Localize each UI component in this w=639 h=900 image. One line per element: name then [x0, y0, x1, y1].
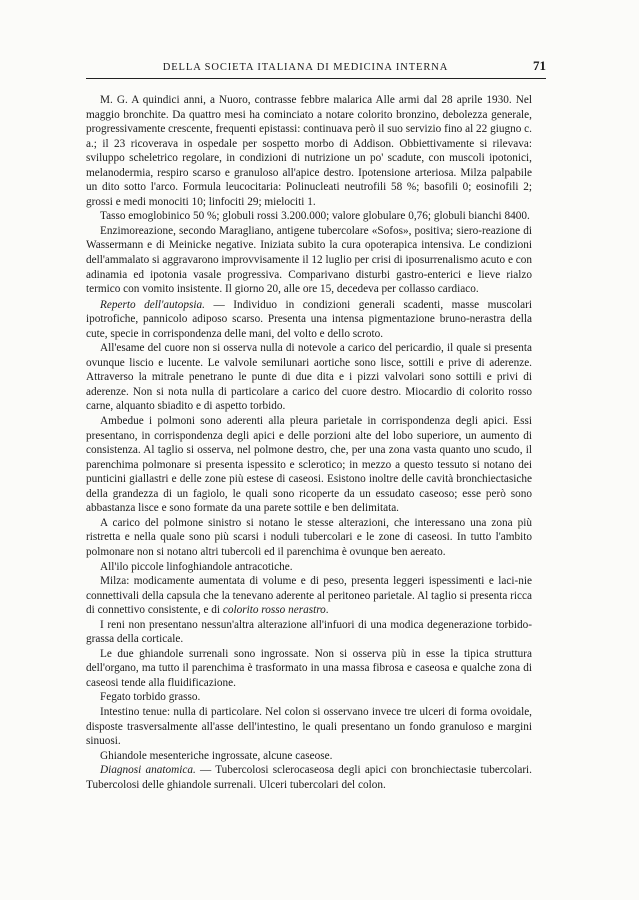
- diagnosis-heading: Diagnosi anatomica.: [100, 764, 196, 777]
- paragraph-mesenteric: Ghiandole mesenteriche ingrossate, alcune caseose.: [100, 749, 333, 762]
- paragraph-left-lung: A carico del polmone sinistro si notano le stesse alterazioni, che interessano una zona più ristretta e nella quale sono più scarsi i noduli tubercolari e le zone di caseosi. In tutto l'ambito polmonare non si notano altri tubercoli ed il parenchima è ovunque ben aereato.: [86, 516, 532, 558]
- paragraph-liver: Fegato torbido grasso.: [100, 691, 201, 704]
- autopsy-report-heading: Reperto dell'autopsia.: [100, 298, 205, 311]
- paragraph-adrenals: Le due ghiandole surrenali sono ingrossate. Non si osserva più in esse la tipica struttura dell'organo, ma tutto il parenchima è trasformato in una massa fibrosa e caseosa e qualche zona di caseosi tende alla fluidificazione.: [86, 647, 532, 689]
- paragraph-heart: All'esame del cuore non si osserva nulla di notevole a carico del pericardio, il quale si presenta ovunque liscio e lucente. Le valvole semilunari aortiche sono lisce, sottili e prive di aderenze. Attraverso la mitrale penetrano le punte di due dita e i pizzi valvolari sono sottili e privi di aderenze. Non si nota nulla di particolare a carico del cuore destro. Miocardio di colorito rosso carne, alquanto sbiadito e di aspetto torbido.: [86, 342, 532, 413]
- diagnosis-text: — Tubercolosi sclerocaseosa degli apici con bronchiectasie tubercolari. Tubercolosi delle ghiandole surrenali. Ulceri tubercolari del colon.: [86, 764, 532, 791]
- autopsy-report-text: — Individuo in condizioni generali scadenti, masse muscolari ipotrofiche, pannicolo adiposo scarso. Presenta una intensa pigmentazione bruno-nerastra della cute, specie in corrispondenza delle mani, del volto e dello scroto.: [86, 298, 532, 340]
- paragraph-intestine: Intestino tenue: nulla di particolare. Nel colon si osservano invece tre ulceri di forma ovoidale, disposte trasversalmente all'asse dell'intestino, le quali presentano un fondo granuloso e margini sinuosi.: [86, 705, 532, 748]
- paragraph-lungs: Ambedue i polmoni sono aderenti alla pleura parietale in corrispondenza degli apici. Essi presentano, in corrispondenza degli apici e delle porzioni alte del lobo superiore, un aumento di consistenza. Al taglio si osserva, nel polmone destro, che, per una zona vasta quanto uno scudo, il parenchima polmonare si presenta ispessito e sclerotico; in mezzo a questo tessuto si notano dei punticini giallastri e delle zone più estese di caseosi. Esistono inoltre delle cavità bronchiectasiche della grandezza di un fagiolo, le quali sono ricoperte da un essudato caseoso; esse però sono abbastanza lisce e sono formate da una parete sottile e ben delimitata.: [86, 415, 532, 515]
- paragraph-autopsy-report: [86, 298, 532, 342]
- running-header: [86, 58, 546, 74]
- paragraph-case-history: M. G. A quindici anni, a Nuoro, contrasse febbre malarica Alle armi dal 28 aprile 1930. Nel maggio bronchite. Da quattro mesi ha cominciato a notare colorito bronzino, debolezza generale, progressivamente crescente, frequenti epistassi: continuava però il suo servizio fino al 22 giugno c. a.; il 23 ricoverava in ospedale per sospetto morbo di Addison. Obbiettivamente si rilevava: sviluppo scheletrico regolare, in condizioni di nutrizione un po' scadute, con muscoli ipotonici, melanodermia, respiro scarso e granuloso all'apice destro. Ipotensione arteriosa. Milza palpabile un dito sotto l'arco. Formula leucocitaria: Polinucleati neutrofili 58 %; basofili 0; eosinofili 2; grossi e medi monociti 10; linfociti 29; mielociti 1.: [86, 94, 532, 208]
- header-rule: [86, 78, 546, 79]
- spleen-text: Milza: modicamente aumentata di volume e di peso, presenta leggeri ispessimenti e laci-nie connettivali della capsula che la tenevano aderente al peritoneo parietale. Al taglio si presenta ricca di connettivo consistente, e di: [86, 575, 532, 617]
- running-title: DELLA SOCIETA ITALIANA DI MEDICINA INTERNA: [162, 62, 449, 73]
- spleen-text-end: .: [325, 604, 329, 617]
- body-text: [86, 93, 532, 792]
- page-number: 71: [533, 58, 546, 73]
- paragraph-hilum: All'ilo piccole linfoghiandole antracotiche.: [100, 560, 293, 573]
- paragraph-blood-values: Tasso emoglobinico 50 %; globuli rossi 3.200.000; valore globulare 0,76; globuli bianchi 8400.: [100, 210, 530, 223]
- spleen-color-italic: colorito rosso nerastro: [222, 604, 326, 617]
- paragraph-kidneys: I reni non presentano nessun'altra alterazione all'infuori di una modica degenerazione torbido-grassa della corticale.: [86, 618, 532, 646]
- paragraph-spleen: [86, 574, 532, 618]
- paragraph-clinical-course: Enzimoreazione, secondo Maragliano, antigene tubercolare «Sofos», positiva; siero-reazione di Wassermann e di Meinicke negative. Iniziata subito la cura opoterapica intensiva. Le condizioni dell'ammalato si aggravarono improvvisamente il 12 luglio per crisi di iposurrenalismo acuto e con adinamia ed ipotonia vasale progressiva. Comparivano disturbi gastro-enterici e lieve rialzo termico con vomito insistente. Il giorno 20, alle ore 15, decedeva per collasso cardiaco.: [86, 224, 532, 296]
- paragraph-diagnosis: [86, 763, 532, 792]
